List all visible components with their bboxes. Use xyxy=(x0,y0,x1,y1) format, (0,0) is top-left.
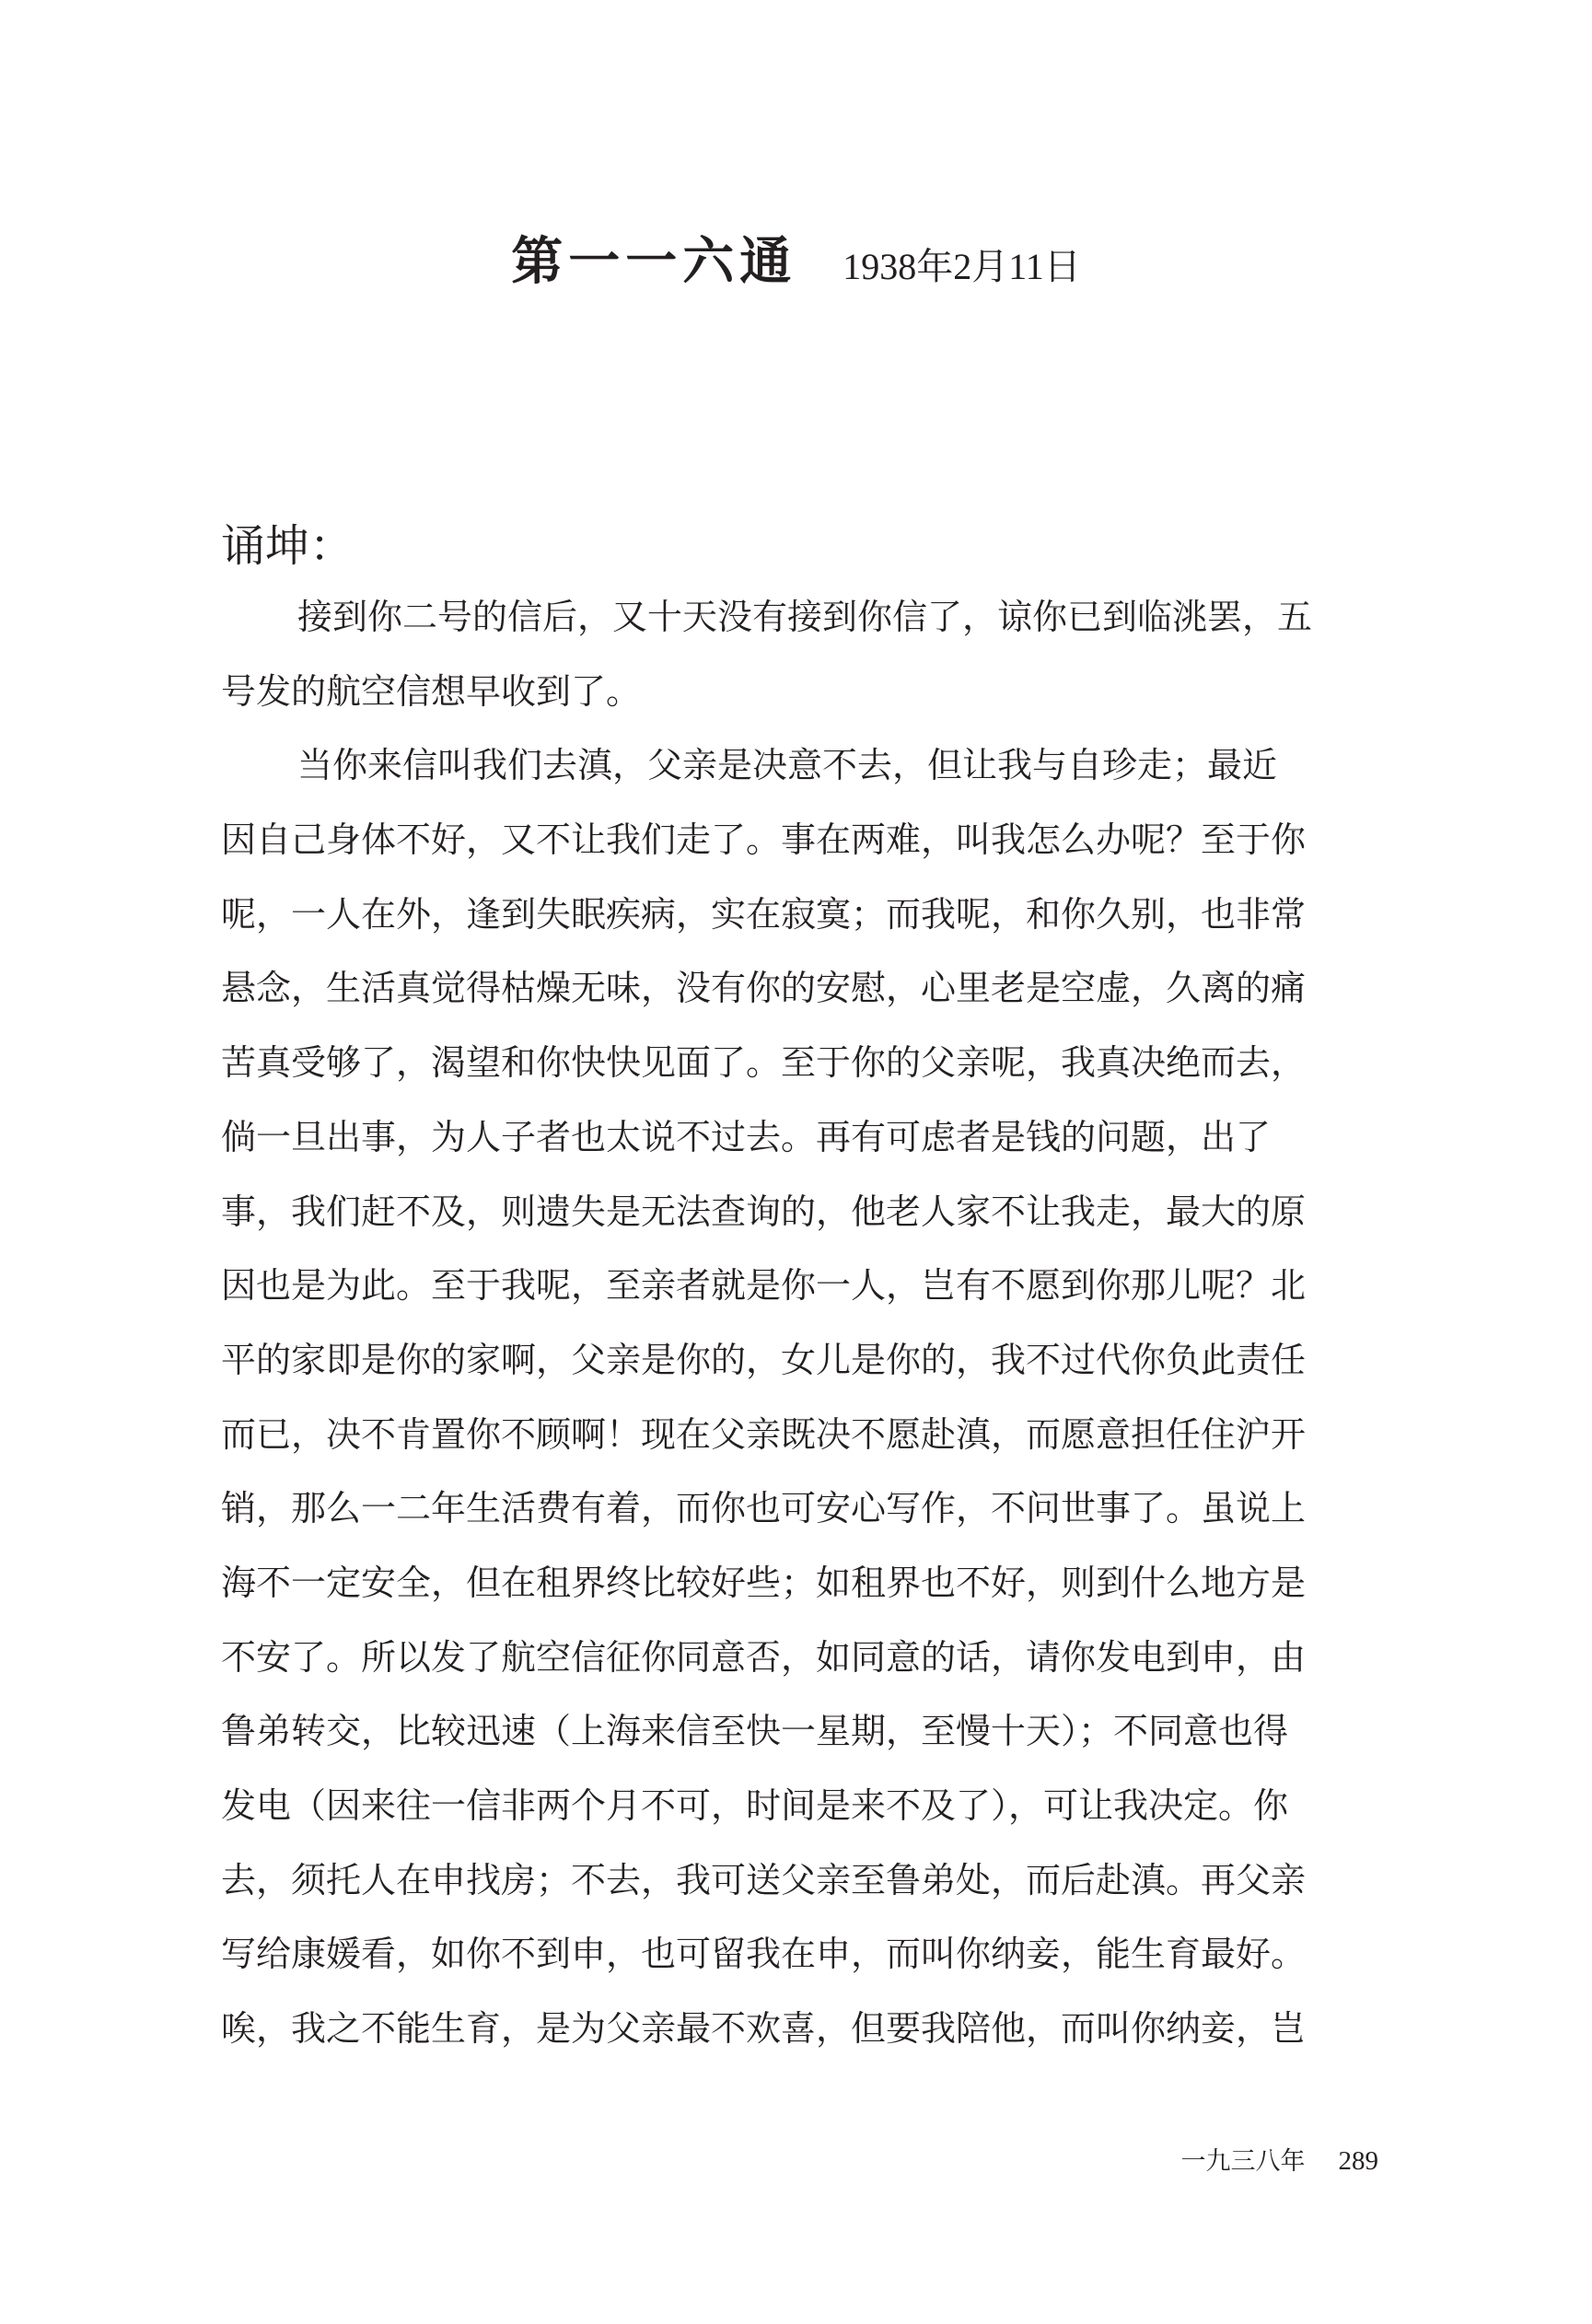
body-line: 唉，我之不能生育，是为父亲最不欢喜，但要我陪他，而叫你纳妾，岂 xyxy=(221,2008,1307,2050)
running-head: 一九三八年 xyxy=(1180,2147,1306,2176)
body-line: 呢，一人在外，逢到失眠疾病，实在寂寞；而我呢，和你久别，也非常 xyxy=(221,893,1307,935)
body-line: 去，须托人在申找房；不去，我可送父亲至鲁弟处，而后赴滇。再父亲 xyxy=(221,1859,1307,1900)
body-line: 平的家即是你的家啊，父亲是你的，女儿是你的，我不过代你负此责任 xyxy=(221,1339,1307,1380)
body-line: 销，那么一二年生活费有着，而你也可安心写作，不问世事了。虽说上 xyxy=(221,1488,1307,1529)
body-line: 接到你二号的信后，又十天没有接到你信了，谅你已到临洮罢，五 xyxy=(297,597,1313,637)
body-line: 号发的航空信想早收到了。 xyxy=(221,670,642,712)
body-line: 写给康媛看，如你不到申，也可留我在申，而叫你纳妾，能生育最好。 xyxy=(221,1934,1307,1975)
salutation: 诵坤： xyxy=(221,520,354,572)
body-line: 苦真受够了，渴望和你快快见面了。至于你的父亲呢，我真决绝而去， xyxy=(221,1042,1307,1084)
letter-title: 第一一六通 xyxy=(511,231,797,292)
letter-heading xyxy=(0,221,1592,295)
body-line: 发电（因来往一信非两个月不可，时间是来不及了），可让我决定。你 xyxy=(221,1785,1289,1826)
body-line: 当你来信叫我们去滇，父亲是决意不去，但让我与自珍走；最近 xyxy=(297,745,1278,786)
letter-date: 1938年2月11日 xyxy=(842,246,1081,287)
letter-body xyxy=(221,589,1390,2075)
body-line: 而已，决不肯置你不顾啊！现在父亲既决不愿赴滇，而愿意担任住沪开 xyxy=(221,1413,1307,1455)
body-line: 因也是为此。至于我呢，至亲者就是你一人，岂有不愿到你那儿呢？北 xyxy=(221,1265,1307,1307)
page-footer xyxy=(1181,2141,1379,2177)
body-line: 悬念，生活真觉得枯燥无味，没有你的安慰，心里老是空虚，久离的痛 xyxy=(221,968,1307,1009)
body-line: 不安了。所以发了航空信征你同意否，如同意的话，请你发电到申，由 xyxy=(221,1636,1307,1678)
body-line: 因自己身体不好，又不让我们走了。事在两难，叫我怎么办呢？至于你 xyxy=(221,819,1307,861)
body-line: 倘一旦出事，为人子者也太说不过去。再有可虑者是钱的问题，出了 xyxy=(221,1116,1272,1157)
body-line: 海不一定安全，但在租界终比较好些；如租界也不好，则到什么地方是 xyxy=(221,1562,1307,1603)
page-number: 289 xyxy=(1338,2146,1378,2176)
body-line: 鲁弟转交，比较迅速（上海来信至快一星期，至慢十天）；不同意也得 xyxy=(221,1711,1289,1752)
body-line: 事，我们赶不及，则遗失是无法查询的，他老人家不让我走，最大的原 xyxy=(221,1191,1307,1232)
